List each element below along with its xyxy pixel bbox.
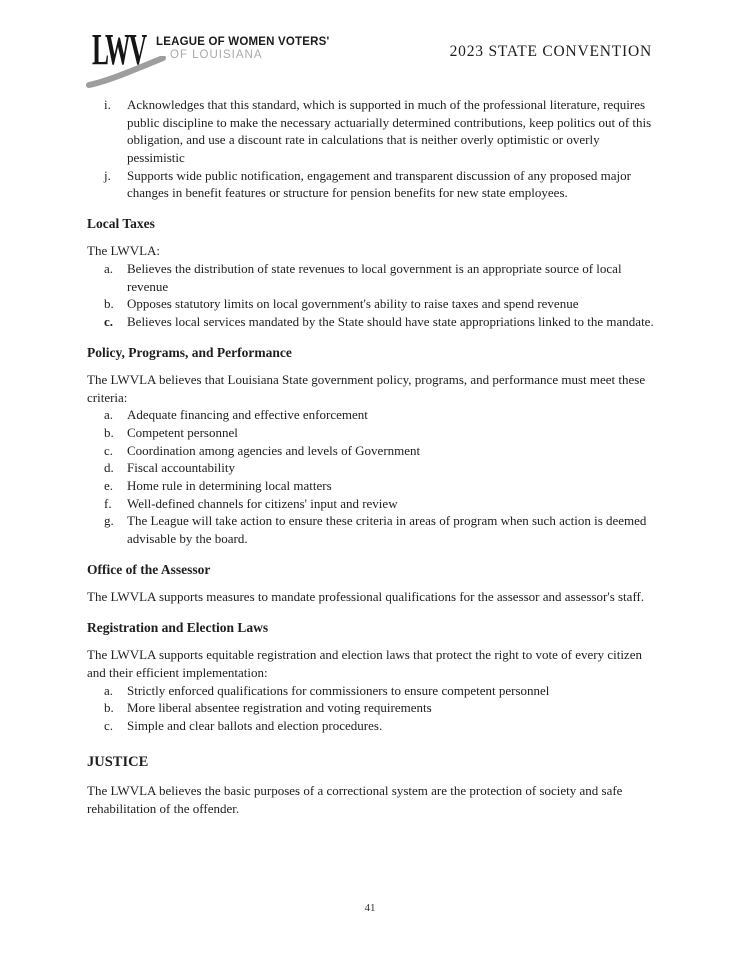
- list-marker: e.: [104, 478, 114, 494]
- local-taxes-intro: The LWVLA:: [87, 243, 161, 259]
- list-item-c: [104, 313, 654, 331]
- list-marker: g.: [104, 513, 114, 529]
- page-header: [0, 0, 740, 86]
- list-marker: c.: [104, 442, 114, 458]
- list-item-text: Opposes statutory limits on local government's ability to raise taxes and spend revenue: [127, 296, 579, 312]
- section-heading-local-taxes: Local Taxes: [87, 216, 155, 232]
- list-item-e: [104, 477, 654, 495]
- registration-election-intro: The LWVLA supports equitable registration and election laws that protect the right to vote of every citizen and their efficient implementation:: [87, 647, 642, 680]
- logo-org-region: OF LOUISIANA: [170, 49, 263, 61]
- lwv-logo: [92, 25, 330, 86]
- lwv-logo-acronym: LWV: [92, 25, 146, 74]
- list-item-text: Fiscal accountability: [127, 460, 235, 476]
- list-marker: b.: [104, 425, 114, 441]
- list-marker: d.: [104, 460, 114, 476]
- lwv-logo-swoosh-icon: [86, 56, 166, 88]
- justice-body: The LWVLA believes the basic purposes of a correctional system are the protection of society and safe rehabilitation of the offender.: [87, 783, 623, 816]
- registration-election-list: [104, 682, 654, 735]
- list-marker: i.: [104, 97, 111, 112]
- section-heading-registration-election: Registration and Election Laws: [87, 619, 269, 635]
- list-item-text: Well-defined channels for citizens' input and review: [127, 495, 398, 511]
- lwv-logo-mark: [92, 25, 154, 86]
- list-marker: c.: [104, 314, 114, 330]
- list-item-text: Acknowledges that this standard, which is supported in much of the professional literature, requires public discipline to make the necessary actuarially determined contributions, keep politics out of this obligation, and use a discount rate in calculations that is neither overly optimistic or overly pessimistic: [127, 97, 652, 166]
- list-item-g: [104, 512, 654, 547]
- list-marker: j.: [104, 167, 111, 183]
- list-item-c: [104, 442, 654, 460]
- list-marker: c.: [104, 717, 114, 733]
- list-item-j: [104, 167, 654, 202]
- policy-programs-intro: The LWVLA believes that Louisiana State government policy, programs, and performance must meet these criteria:: [87, 372, 646, 405]
- list-item-text: Strictly enforced qualifications for commissioners to ensure competent personnel: [127, 682, 550, 698]
- list-item-text: Simple and clear ballots and election procedures.: [127, 717, 383, 733]
- list-marker: f.: [104, 495, 112, 511]
- list-marker: a.: [104, 261, 114, 277]
- list-item-b: [104, 424, 654, 442]
- list-item-a: [104, 406, 654, 424]
- local-taxes-list: [104, 260, 654, 331]
- list-item-text: The League will take action to ensure these criteria in areas of program when such action is deemed advisable by the board.: [127, 513, 647, 547]
- list-item-c: [104, 717, 654, 735]
- section-heading-justice: JUSTICE: [87, 753, 149, 770]
- policy-programs-list: [104, 406, 654, 547]
- convention-title: 2023 STATE CONVENTION: [449, 43, 652, 60]
- list-item-text: Adequate financing and effective enforcement: [127, 407, 368, 423]
- list-item-b: [104, 295, 654, 313]
- page-number: 41: [364, 902, 376, 914]
- list-item-b: [104, 699, 654, 717]
- list-marker: b.: [104, 700, 114, 716]
- section-heading-office-assessor: Office of the Assessor: [87, 561, 211, 577]
- list-item-a: [104, 682, 654, 700]
- list-item-text: Supports wide public notification, engagement and transparent discussion of any proposed major changes in benefit features or structure for pension benefits for new state employees.: [127, 167, 631, 201]
- list-item-text: Competent personnel: [127, 425, 238, 441]
- lwv-logo-text: [156, 36, 329, 61]
- pension-list: [104, 96, 654, 202]
- list-item-f: [104, 495, 654, 513]
- list-marker: a.: [104, 407, 114, 423]
- page-footer: [0, 902, 740, 914]
- office-assessor-body: The LWVLA supports measures to mandate professional qualifications for the assessor and assessor's staff.: [87, 589, 645, 605]
- list-marker: b.: [104, 296, 114, 312]
- list-item-text: More liberal absentee registration and voting requirements: [127, 700, 432, 716]
- list-item-text: Believes local services mandated by the State should have state appropriations linked to the mandate.: [127, 314, 654, 330]
- list-item-text: Believes the distribution of state revenues to local government is an appropriate source of local revenue: [127, 261, 622, 294]
- section-heading-policy-programs: Policy, Programs, and Performance: [87, 344, 292, 360]
- list-item-d: [104, 459, 654, 477]
- list-item-a: [104, 260, 654, 295]
- list-item-text: Coordination among agencies and levels of Government: [127, 442, 421, 458]
- list-item-i: [104, 96, 654, 167]
- list-item-text: Home rule in determining local matters: [127, 478, 332, 494]
- document-content: [0, 96, 740, 818]
- list-marker: a.: [104, 682, 114, 698]
- logo-org-name: LEAGUE OF WOMEN VOTERS': [156, 36, 330, 48]
